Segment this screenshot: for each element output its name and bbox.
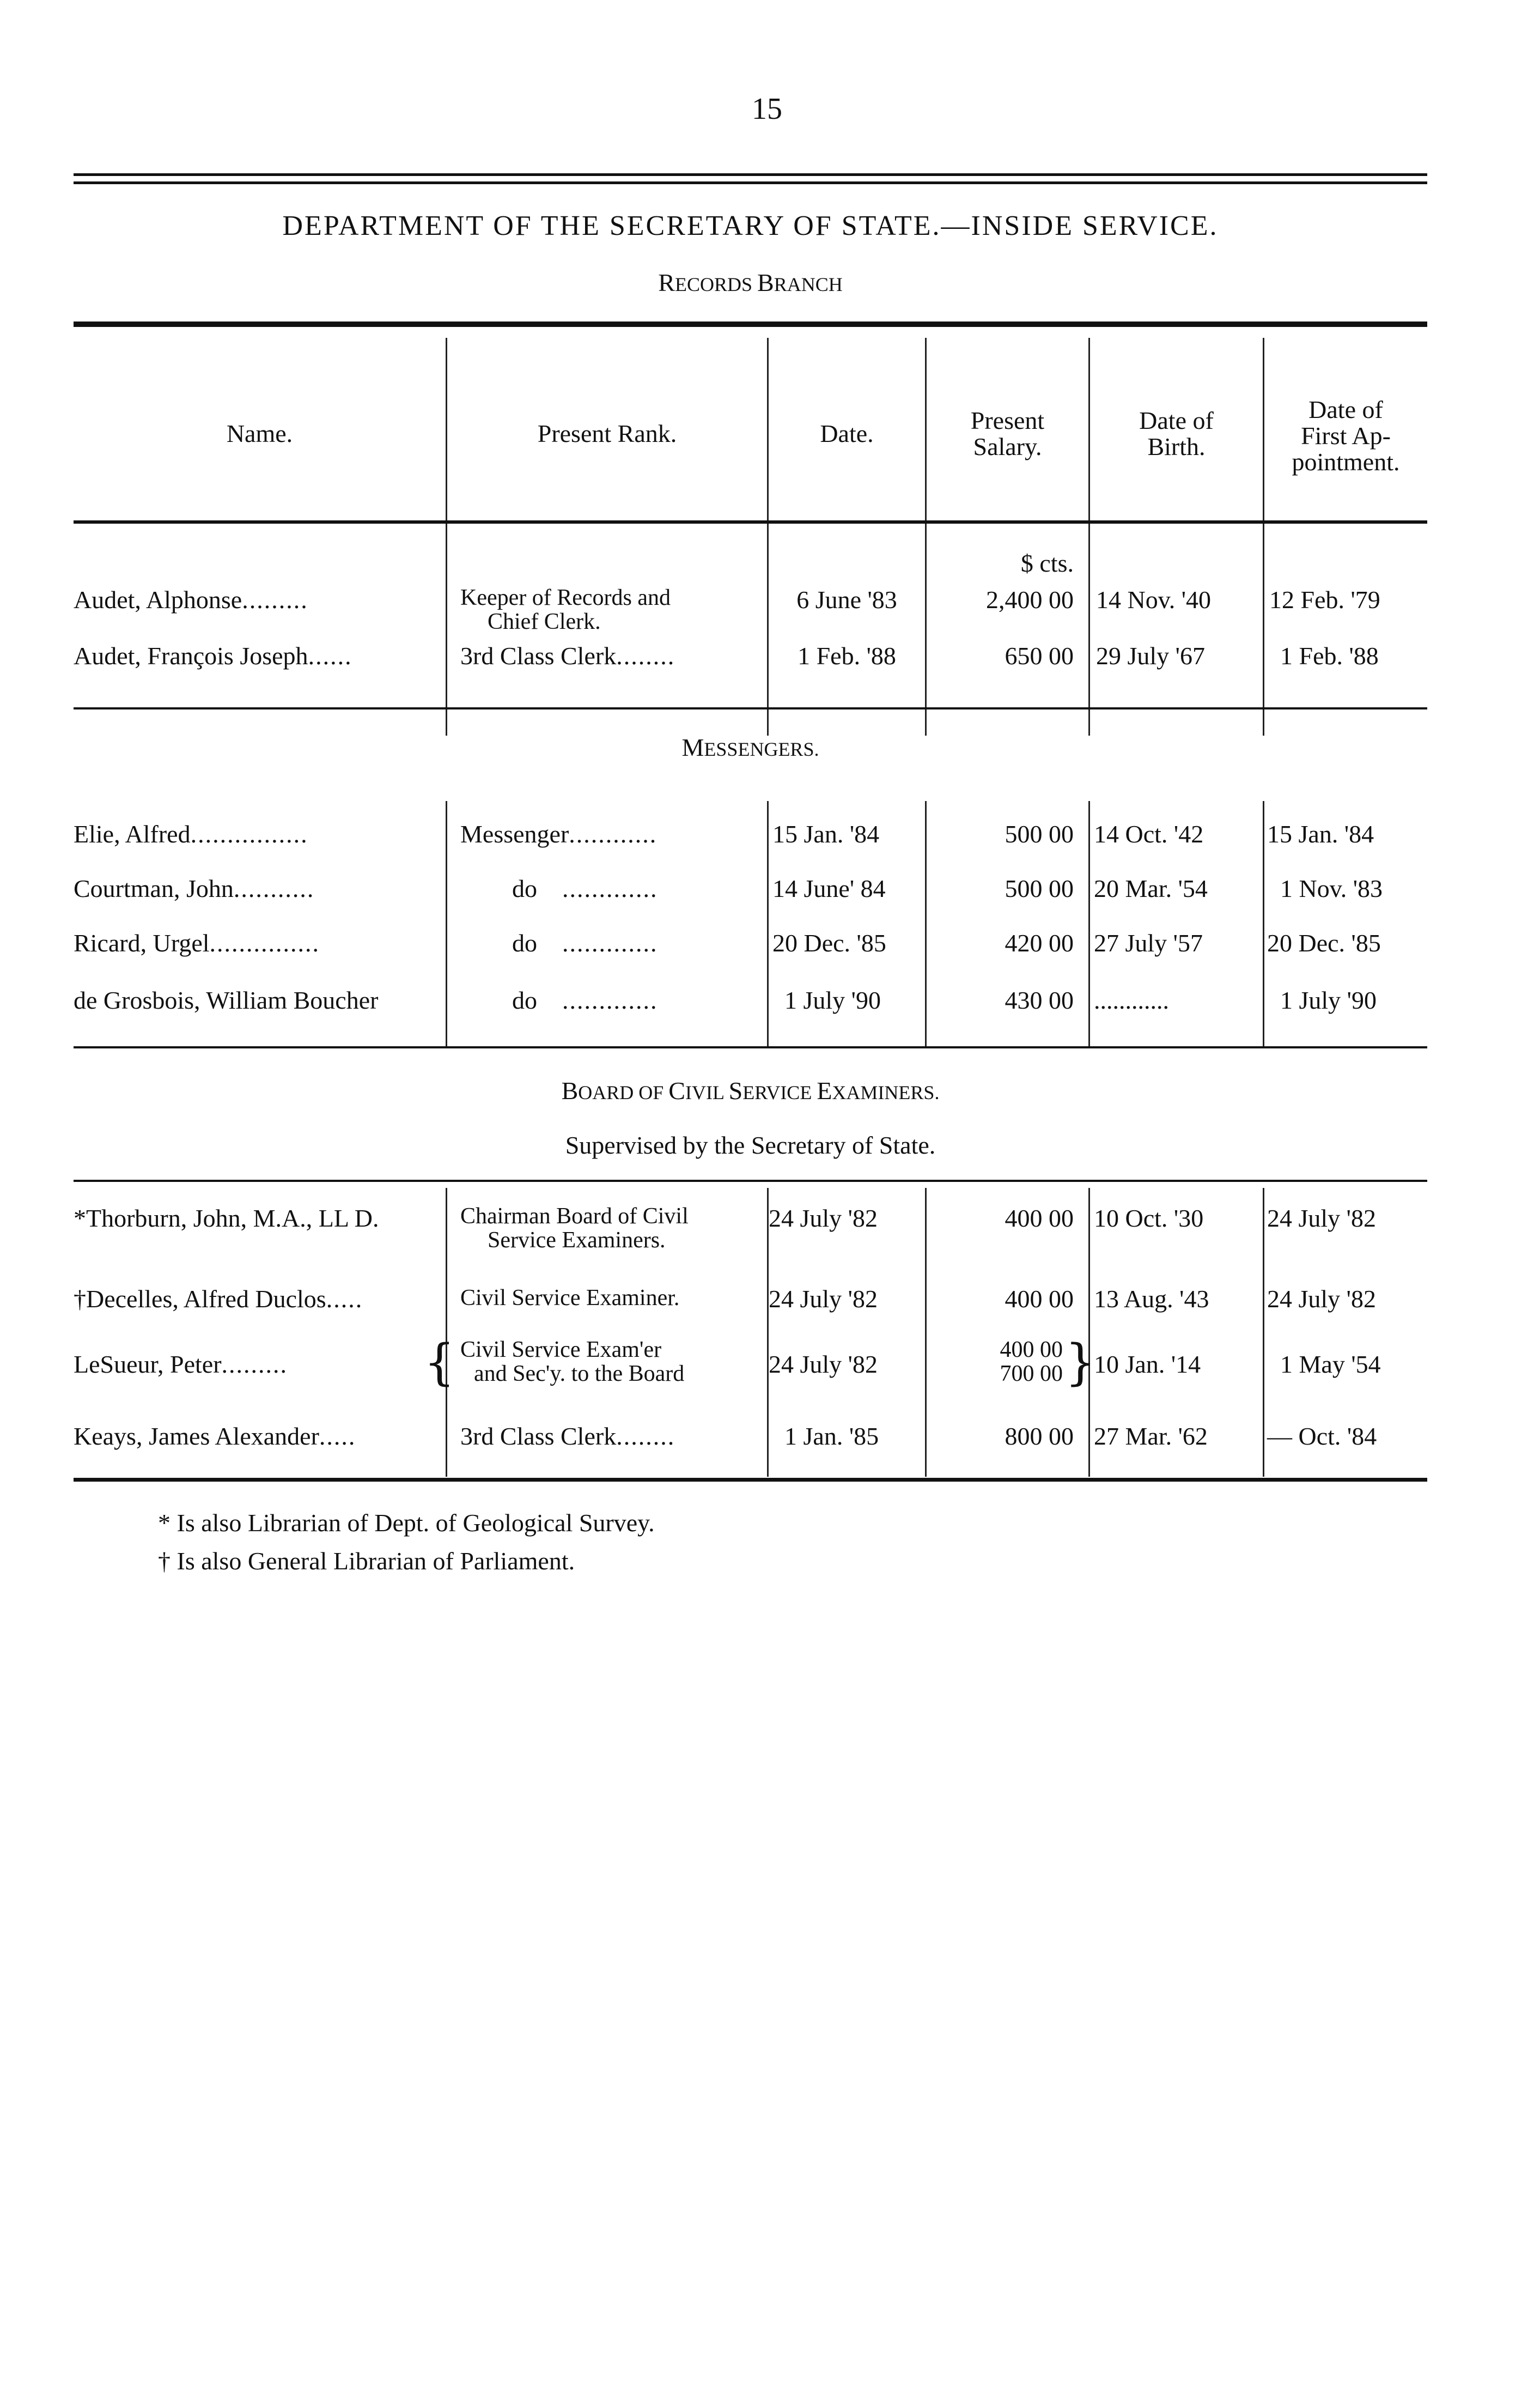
messenger-rank: do .............: [512, 875, 658, 902]
col-sep-1-board: [446, 1188, 447, 1477]
board-rank: Chairman Board of Civil Service Examiners.: [460, 1204, 689, 1253]
board-date: 1 Jan. '85: [784, 1422, 879, 1450]
board-rank: Civil Service Examiner.: [460, 1285, 680, 1311]
col-sep-2-msg: [767, 801, 769, 1046]
page-number: 15: [752, 92, 782, 126]
messenger-first-appointment: 1 July '90: [1280, 986, 1377, 1014]
board-name: †Decelles, Alfred Duclos.....: [74, 1285, 363, 1313]
col-header-salary-line1: Present: [970, 407, 1045, 434]
board-rank: Civil Service Exam'er and Sec'y. to the Board: [460, 1337, 685, 1386]
footnote-parliament-librarian: † Is also General Librarian of Parliament.: [158, 1547, 575, 1575]
col-header-date: Date.: [820, 420, 874, 447]
records-cap-r: R: [658, 269, 675, 296]
messenger-name: Elie, Alfred................: [74, 820, 308, 848]
board-salary: 400 00: [1005, 1204, 1074, 1232]
records-branch-title: [74, 268, 1427, 297]
record-date: 1 Feb. '88: [798, 642, 896, 670]
currency-header: $ cts.: [1020, 549, 1074, 577]
left-brace: {: [424, 1334, 455, 1391]
col-sep-3: [925, 338, 927, 736]
col-header-birth-line1: Date of: [1139, 407, 1214, 434]
board-birth: 13 Aug. '43: [1094, 1285, 1209, 1313]
messenger-birth: 20 Mar. '54: [1094, 875, 1208, 902]
top-rule: [74, 173, 1427, 176]
messenger-first-appointment: 20 Dec. '85: [1267, 929, 1381, 957]
col-header-name: Name.: [226, 420, 293, 447]
col-header-first-line2: First Ap-: [1301, 422, 1391, 450]
board-date: 24 July '82: [769, 1204, 878, 1232]
top-rule-second: [74, 181, 1427, 184]
header-bottom-rule: [74, 520, 1427, 524]
board-name: Keays, James Alexander.....: [74, 1422, 356, 1450]
col-header-first-appointment: [1264, 397, 1427, 475]
col-header-salary-line2: Salary.: [973, 433, 1042, 460]
header-top-rule: [74, 322, 1427, 327]
right-brace: }: [1065, 1334, 1097, 1391]
messenger-date: 1 July '90: [784, 986, 881, 1014]
board-birth: 10 Oct. '30: [1094, 1204, 1204, 1232]
record-name: Audet, Alphonse.........: [74, 586, 308, 614]
board-first-appointment: 1 May '54: [1280, 1350, 1381, 1378]
record-rank: 3rd Class Clerk........: [460, 642, 675, 670]
branch-cap-b: B: [757, 269, 774, 296]
board-subtitle: Supervised by the Secretary of State.: [565, 1131, 936, 1159]
board-birth: 10 Jan. '14: [1094, 1350, 1201, 1378]
col-sep-1: [446, 338, 447, 736]
messengers-title: MESSENGERS.: [681, 733, 819, 761]
messenger-name: Courtman, John...........: [74, 875, 315, 902]
col-header-first-line1: Date of: [1308, 396, 1383, 423]
messenger-name: de Grosbois, William Boucher: [74, 986, 379, 1014]
messenger-rank: do .............: [512, 986, 658, 1014]
col-header-birth: [1090, 408, 1263, 460]
messengers-bottom-rule: [74, 1046, 1427, 1048]
board-first-appointment: — Oct. '84: [1267, 1422, 1377, 1450]
board-birth: 27 Mar. '62: [1094, 1422, 1208, 1450]
record-name: Audet, François Joseph......: [74, 642, 352, 670]
col-sep-4-board: [1088, 1188, 1090, 1477]
record-birth: 29 July '67: [1096, 642, 1205, 670]
board-date: 24 July '82: [769, 1350, 878, 1378]
board-name: *Thorburn, John, M.A., LL D.: [74, 1204, 379, 1232]
messenger-first-appointment: 15 Jan. '84: [1267, 820, 1374, 848]
board-first-appointment: 24 July '82: [1267, 1285, 1376, 1313]
messenger-salary: 500 00: [1005, 820, 1074, 848]
record-first-appointment: 12 Feb. '79: [1269, 586, 1380, 614]
col-header-rank: Present Rank.: [537, 420, 677, 447]
col-sep-5-msg: [1263, 801, 1264, 1046]
messenger-date: 20 Dec. '85: [772, 929, 886, 957]
board-name: LeSueur, Peter.........: [74, 1350, 288, 1378]
messenger-date: 15 Jan. '84: [772, 820, 880, 848]
board-salary: 800 00: [1005, 1422, 1074, 1450]
department-title: DEPARTMENT OF THE SECRETARY OF STATE.—INSIDE SERVICE.: [282, 210, 1219, 241]
messenger-salary: 420 00: [1005, 929, 1074, 957]
col-header-salary: [927, 408, 1088, 460]
record-birth: 14 Nov. '40: [1096, 586, 1212, 614]
branch-rest: RANCH: [774, 274, 843, 295]
messenger-rank: do .............: [512, 929, 658, 957]
col-sep-4-msg: [1088, 801, 1090, 1046]
messenger-birth: 27 July '57: [1094, 929, 1203, 957]
col-sep-5-board: [1263, 1188, 1264, 1477]
board-title: BOARD OF CIVIL SERVICE EXAMINERS.: [561, 1077, 940, 1105]
col-sep-4: [1088, 338, 1090, 736]
board-salary: 400 00: [1005, 1285, 1074, 1313]
record-salary: 2,400 00: [986, 586, 1074, 614]
record-first-appointment: 1 Feb. '88: [1280, 642, 1379, 670]
messenger-salary: 430 00: [1005, 986, 1074, 1014]
table-bottom-rule: [74, 1478, 1427, 1482]
messenger-salary: 500 00: [1005, 875, 1074, 902]
messenger-date: 14 June' 84: [772, 875, 886, 902]
messenger-name: Ricard, Urgel...............: [74, 929, 320, 957]
messenger-birth: ............: [1094, 986, 1169, 1014]
col-sep-1-msg: [446, 801, 447, 1046]
board-first-appointment: 24 July '82: [1267, 1204, 1376, 1232]
board-date: 24 July '82: [769, 1285, 878, 1313]
col-header-first-line3: pointment.: [1292, 448, 1400, 476]
messenger-birth: 14 Oct. '42: [1094, 820, 1204, 848]
record-date: 6 June '83: [796, 586, 897, 614]
record-salary: 650 00: [1005, 642, 1074, 670]
record-rank: Keeper of Records and Chief Clerk.: [460, 585, 671, 634]
board-salary: 400 00 700 00: [1000, 1337, 1063, 1386]
records-bottom-rule: [74, 707, 1427, 709]
board-top-rule: [74, 1180, 1427, 1182]
col-header-birth-line2: Birth.: [1147, 433, 1206, 460]
messenger-rank: Messenger............: [460, 820, 658, 848]
footnote-geological-survey: * Is also Librarian of Dept. of Geological Survey.: [158, 1509, 655, 1537]
records-rest: ECORDS: [674, 274, 757, 295]
col-sep-2: [767, 338, 769, 736]
board-rank: 3rd Class Clerk........: [460, 1422, 675, 1450]
messenger-first-appointment: 1 Nov. '83: [1280, 875, 1383, 902]
